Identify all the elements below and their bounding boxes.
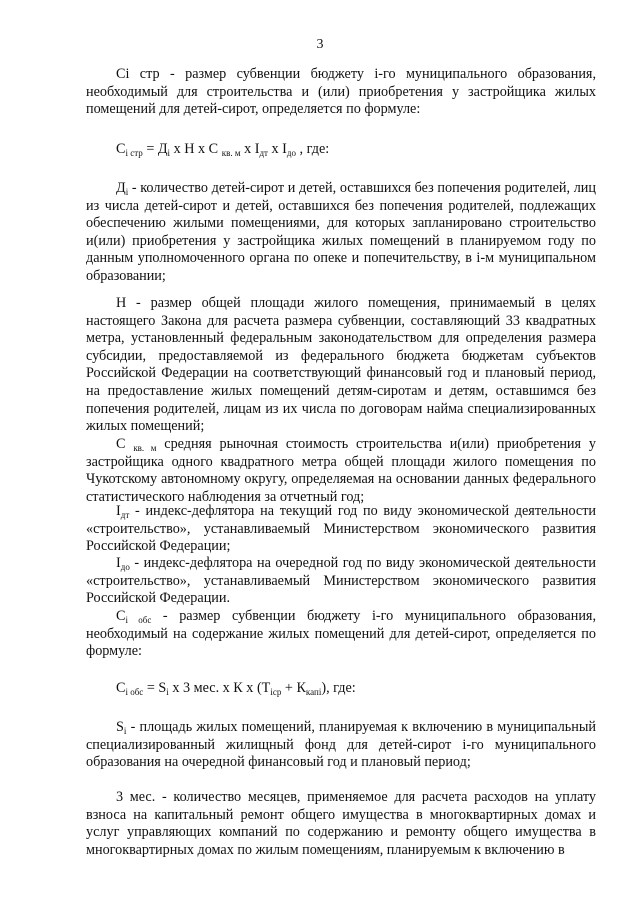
- definition-i-do: $I_{до}$ - индекс-дефлятора на очередной год по виду экономической деятельности «строительство», устанавливаемый Министерством экономического развития Российской Федерации.: [86, 555, 596, 607]
- definition-s: $S_i$ - площадь жилых помещений, планируемая к включению в муниципальный специализированный жилищный фонд для детей-сирот i-го муниципального образования на очередной финансовый год и плановый период;: [86, 719, 596, 771]
- definition-c-kv-m: С $_{кв. м}$ средняя рыночная стоимость строительства и(или) приобретения у застройщика одного квадратного метра общей площади жилого помещения по Чукотскому автономному округу, определяемая на основании данных федерального статистического наблюдения за отчетный год;: [86, 436, 596, 505]
- definition-3-months: 3 мес. - количество месяцев, применяемое для расчета расходов на уплату взноса на капитальный ремонт общего имущества в многоквартирных домах и услуг управляющих компаний по содержанию и ремонту общего имущества в многоквартирных домах по жилым помещениям, планируемым к включению в: [86, 789, 596, 858]
- page-number: 3: [316, 37, 324, 52]
- definition-i-dt: $I_{дт}$ - индекс-дефлятора на текущий год по виду экономической деятельности «строительство», устанавливаемый Министерством экономического развития Российской Федерации;: [86, 503, 596, 555]
- paragraph-subvention-maintenance: $С_{i обс}$ - размер субвенции бюджету i-го муниципального образования, необходимый на содержание жилых помещений для детей-сирот, определяется по формуле:: [86, 608, 596, 660]
- definition-h: Н - размер общей площади жилого помещения, принимаемый в целях настоящего Закона для расчета размера субвенции, составляющий 33 квадратных метра, установленный федеральным законодательством для определения размера субсидии, предоставляемой из федерального бюджета бюджетам субъектов Российской Федерации на соответствующий финансовый год и плановый период, на предоставление жилых помещений детям-сиротам и детям, оставшимся без попечения родителей, лицам из их числа по договорам найма специализированных жилых помещений;: [86, 295, 596, 435]
- paragraph-subvention-construction: Сi стр - размер субвенции бюджету i-го муниципального образования, необходимый для строительства и (или) приобретения у застройщика жилых помещений для детей-сирот, определяется по формуле:: [86, 66, 596, 118]
- formula-maintenance: $С_{i обс} = S_i$ х 3 мес. х К х $(Т_{iср} + К_{капi})$, где:: [116, 680, 356, 697]
- formula-construction: $С_{i стр} = Д_i$ х Н х С $_{кв. м}$ х $I_{дт}$ х $I_{до}$ , где:: [116, 141, 330, 158]
- definition-d: $Д_i$ - количество детей-сирот и детей, оставшихся без попечения родителей, лиц из числа детей-сирот и детей, оставшихся без попечения родителей, подлежащих обеспечению жилыми помещениями, для которых запланировано строительство и(или) приобретения у застройщика жилых помещений в планируемом году по данным уполномоченного органа по опеке и попечительству, в i-м муниципальном образовании;: [86, 180, 596, 284]
